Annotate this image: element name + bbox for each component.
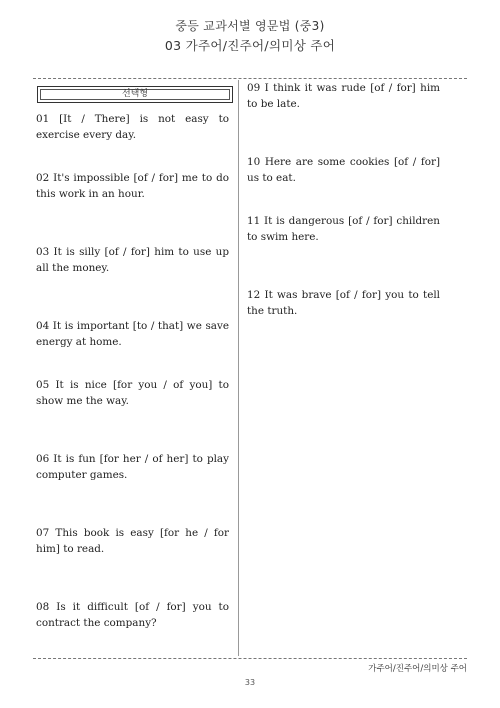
section-label-box <box>37 86 233 103</box>
question-item: 06 It is fun [for her / of her] to play computer games. <box>36 453 229 481</box>
top-dashed-rule <box>33 78 467 79</box>
question-item: 03 It is silly [of / for] him to use up all the money. <box>36 246 229 274</box>
question-item: 09 I think it was rude [of / for] him to be late. <box>247 82 440 110</box>
page-number: 33 <box>244 678 256 687</box>
question-item: 11 It is dangerous [of / for] children to swim here. <box>247 215 440 243</box>
question-item: 04 It is important [to / that] we save energy at home. <box>36 320 229 348</box>
question-item: 02 It's impossible [of / for] me to do this work in an hour. <box>36 172 229 200</box>
question-item: 10 Here are some cookies [of / for] us to eat. <box>247 156 440 184</box>
page-header-subtitle: 03 가주어/진주어/의미상 주어 <box>164 38 336 53</box>
question-item: 08 Is it difficult [of / for] you to contract the company? <box>36 601 229 629</box>
column-divider <box>238 80 239 656</box>
section-label: 선택형 <box>121 89 149 99</box>
question-item: 01 [It / There] is not easy to exercise every day. <box>36 113 229 141</box>
question-item: 12 It was brave [of / for] you to tell the truth. <box>247 289 440 317</box>
page-header-title: 중등 교과서별 영문법 (중3) <box>175 19 325 33</box>
question-item: 07 This book is easy [for he / for him] to read. <box>36 527 229 555</box>
bottom-dashed-rule <box>33 658 467 659</box>
footer-chapter-label: 가주어/진주어/의미상 주어 <box>368 664 467 674</box>
question-item: 05 It is nice [for you / of you] to show me the way. <box>36 379 229 407</box>
